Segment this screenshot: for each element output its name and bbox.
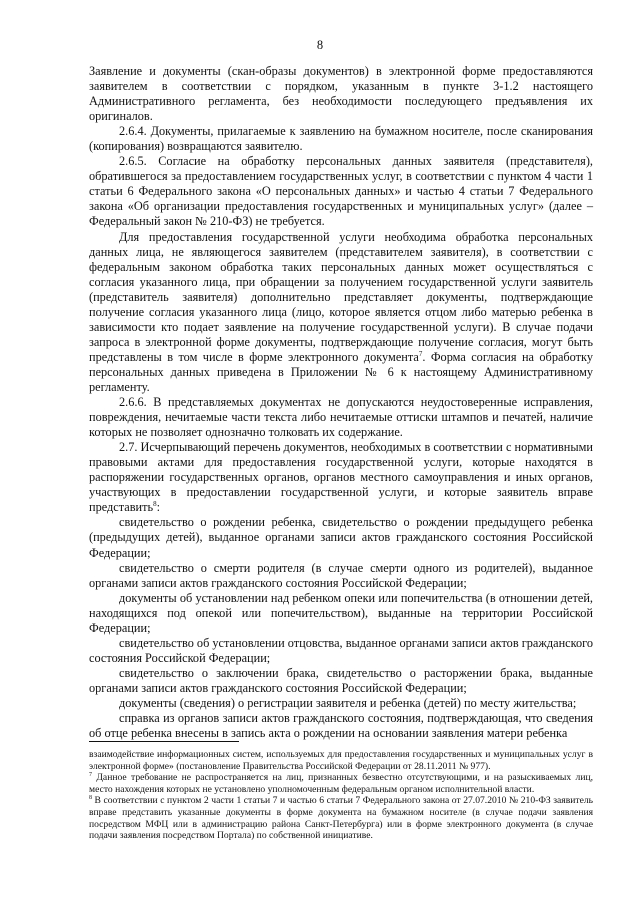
footnote-text: В соответствии с пунктом 2 части 1 статьи 7 и частью 6 статьи 7 Федерального закона от 27.07.2010 № 210-ФЗ заявитель вправе представить указанные документы в форме документа на бумажном носителе (в случае подачи заявления посредством МФЦ или в администрацию района Санкт-Петербурга) или в форме электронного документа (в случае подачи заявления посредством Портала) по собственной инициативе. [89,795,593,842]
list-item: документы об установлении над ребенком опеки или попечительства (в отношении детей, находящихся под опекой или попечительством), выданные на территории Российской Федерации; [89,590,593,635]
paragraph-text-tail: : [156,500,161,515]
paragraph-text-tail: . Форма согласия на обработку персональных данных приведена в Приложении № 6 к настоящему Административному регламенту. [89,349,593,394]
paragraph [89,230,593,396]
paragraph [89,440,593,515]
list-item: свидетельство об установлении отцовства, выданное органами записи актов гражданского состояния Российской Федерации; [89,635,593,665]
footnote-divider [89,741,239,742]
list-item: документы (сведения) о регистрации заявителя и ребенка (детей) по месту жительства; [119,695,577,710]
paragraph: 2.6.5. Согласие на обработку персональных данных заявителя (представителя), обратившегося за предоставлением государственных услуг, в соответствии с пунктом 4 части 1 статьи 6 Федерального закона «О персональных данных» и частью 4 статьи 7 Федерального закона «Об организации предоставления государственных и муниципальных услуг» (далее – Федеральный закон № 210-ФЗ) не требуется. [89,154,593,229]
paragraph: Заявление и документы (скан-образы документов) в электронной форме предоставляются заявителем в соответствии с порядком, указанным в пункте 3-1.2 настоящего Административного регламента, без необходимости последующего предъявления их оригиналов. [89,64,593,124]
list-item: свидетельство о рождении ребенка, свидетельство о рождении предыдущего ребенка (предыдущих детей), выданное органами записи актов гражданского состояния Российской Федерации; [89,515,593,560]
footnote-text: Данное требование не распространяется на лиц, признанных безвестно отсутствующими, и на разыскиваемых лиц, место нахождения которых не установлено уполномоченным федеральным органом исполнительной власти. [89,772,593,795]
page-number: 8 [316,38,324,52]
paragraph: 2.6.6. В представляемых документах не допускаются неудостоверенные исправления, повреждения, нечитаемые части текста либо нечитаемые оттиски штампов и печатей, наличие которых не позволяет однозначно толковать их содержание. [89,395,593,440]
footnote [89,772,593,795]
list-item: свидетельство о смерти родителя (в случае смерти одного из родителей), выданное органами записи актов гражданского состояния Российской Федерации; [89,560,593,590]
paragraph-text: 2.7. Исчерпывающий перечень документов, необходимых в соответствии с нормативными правовыми актами для предоставления государственной услуги, которые находятся в распоряжении государственных органов, органов местного самоуправления и иных органов, участвующих в предоставлении государственной услуги, и которые заявитель вправе представить [89,440,593,515]
body-text [89,64,593,741]
list-item: свидетельство о заключении брака, свидетельство о расторжении брака, выданные органами записи актов гражданского состояния Российской Федерации; [89,665,593,695]
footnote-marker: 7 [89,772,92,778]
footnote-marker: 8 [89,795,92,802]
paragraph: 2.6.4. Документы, прилагаемые к заявлению на бумажном носителе, после сканирования (копирования) возвращаются заявителю. [89,124,593,154]
list-item: справка из органов записи актов гражданского состояния, подтверждающая, что сведения об отце ребенка внесены в запись акта о рождении на основании заявления матери ребенка [89,711,593,741]
footnote-continuation: взаимодействие информационных систем, используемых для предоставления государственных и муниципальных услуг в электронной форме» (постановление Правительства Российской Федерации от 28.11.2011 № 977). [89,749,593,772]
footnote-ref: 8 [153,500,157,509]
footnote [89,795,593,841]
footnote-ref: 7 [418,349,423,358]
paragraph-text: Для предоставления государственной услуги необходима обработка персональных данных лица, не являющегося заявителем (представителем заявителя), в соответствии с федеральным законом обработка таких персональных данных может осуществляться с согласия указанного лица, при обращении за получением государственной услуги заявитель (представитель заявителя) дополнительно представляет документы, подтверждающие получение согласия указанного лица (лицо, которое является отцом либо матерью ребенка в зависимости кто подает заявление на получение государственной услуги). В случае подачи запроса в электронной форме документы, подтверждающие получение согласия, могут быть представлены в том числе в форме электронного документа [89,229,593,364]
footnotes [89,749,593,842]
